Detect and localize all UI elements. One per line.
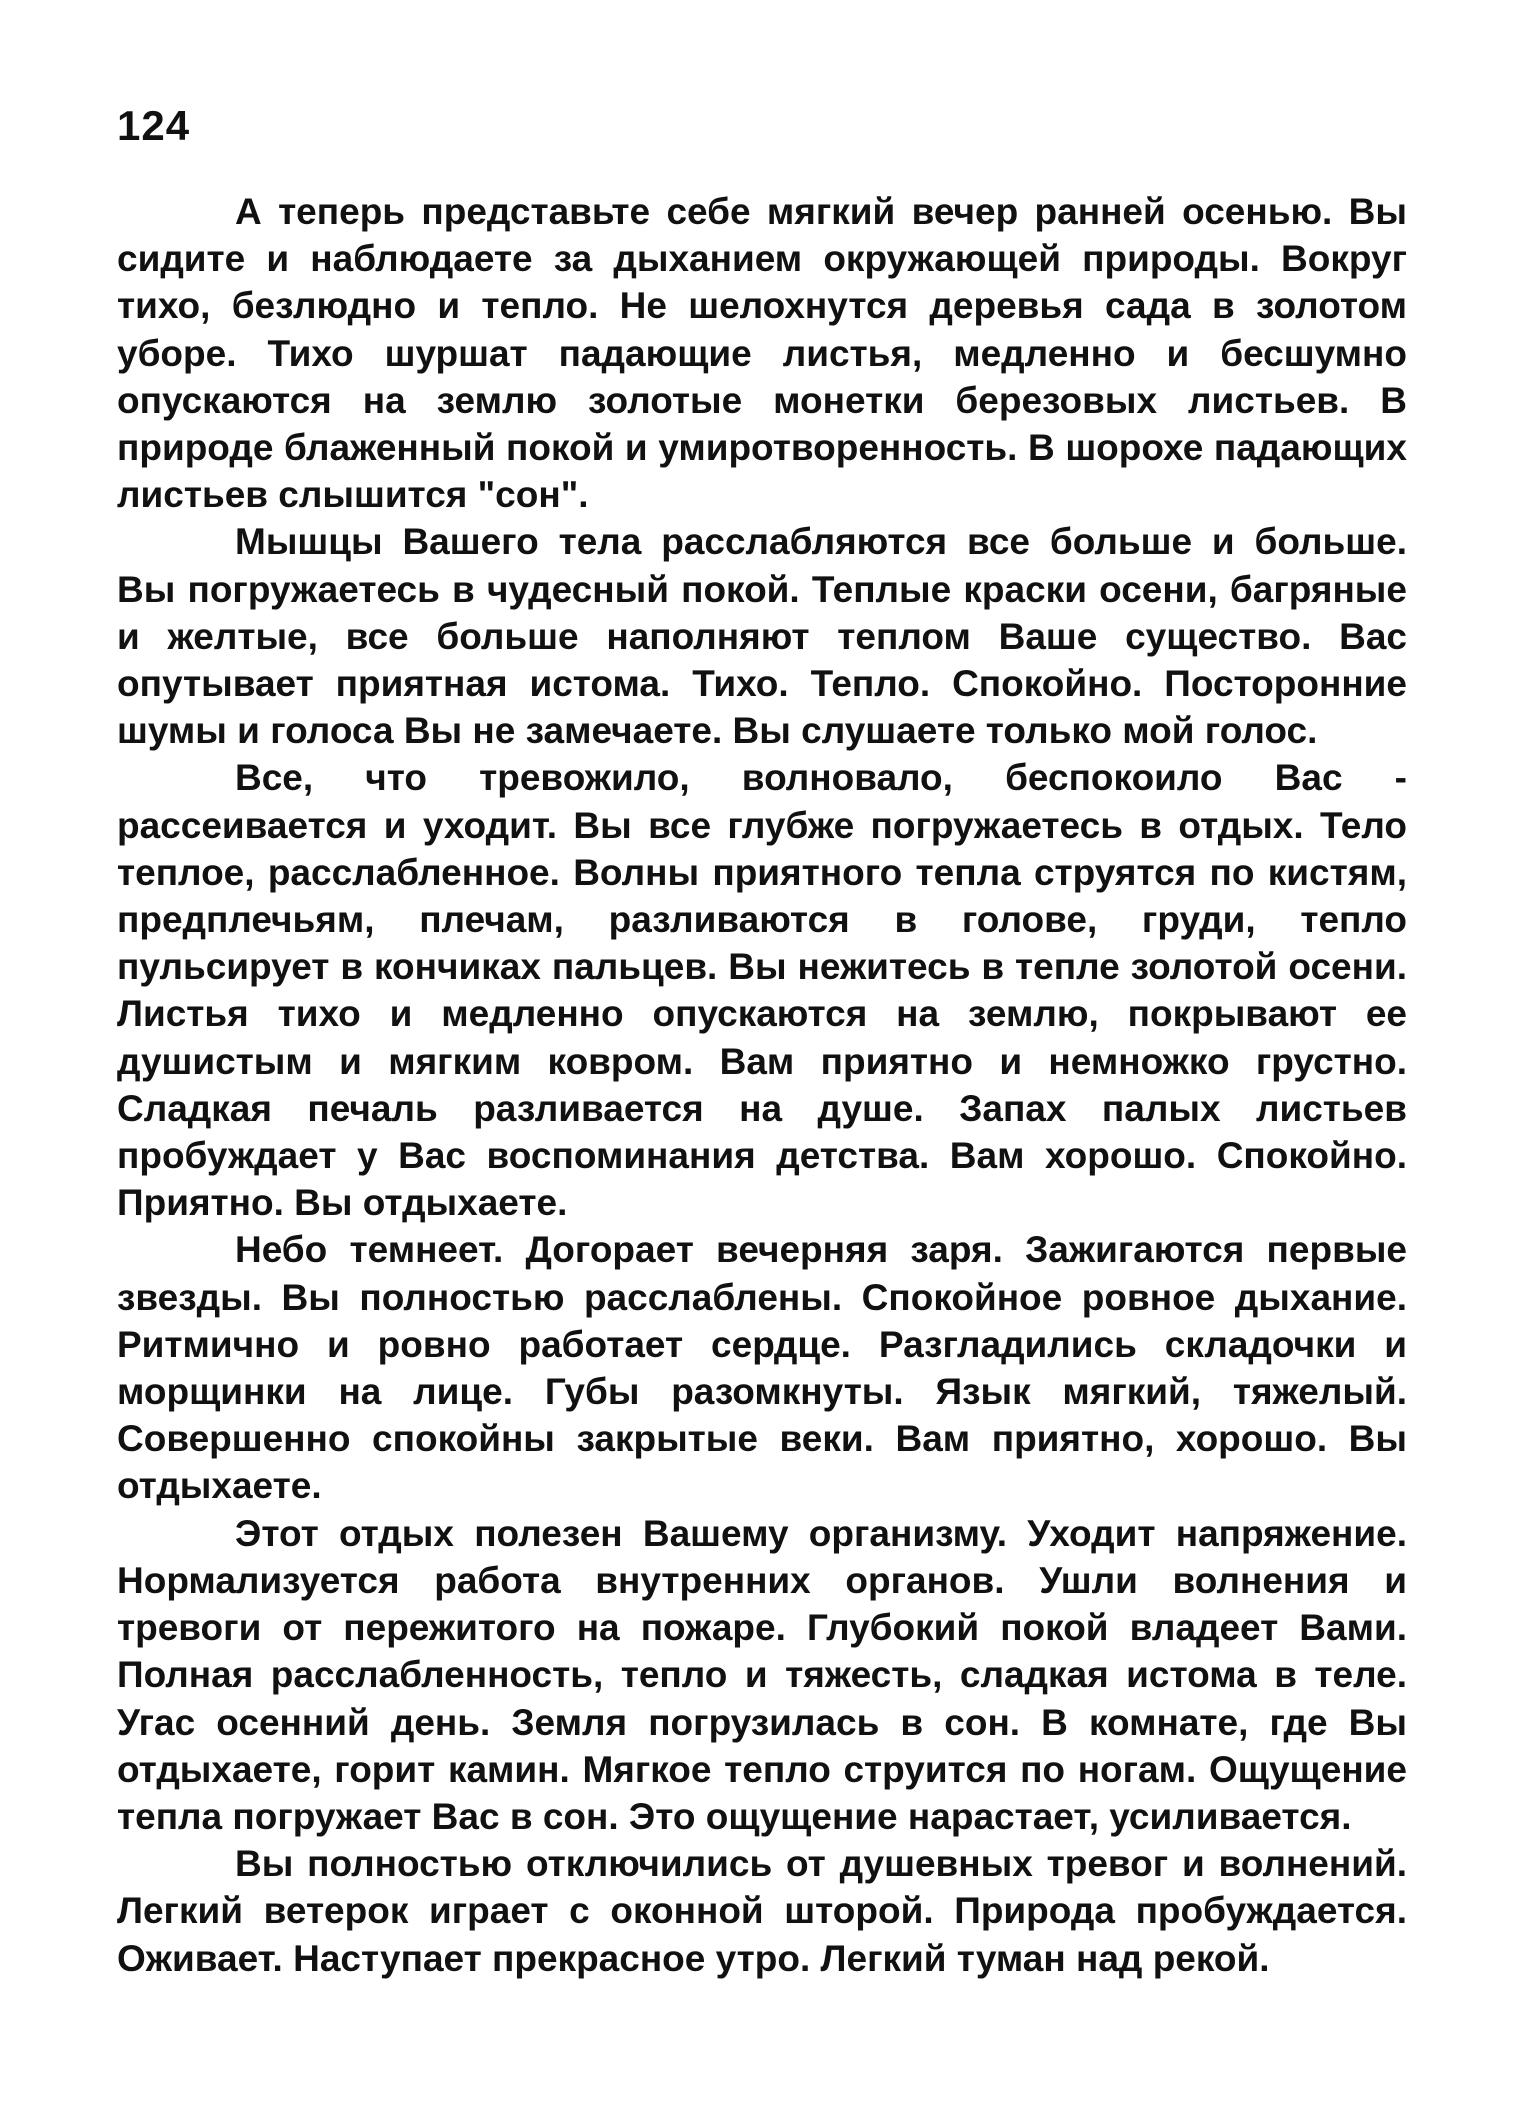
page-number: 124 <box>117 102 191 149</box>
body-text <box>117 188 1407 1982</box>
paragraph: Небо темнеет. Догорает вечерняя заря. Зажигаются первые звезды. Вы полностью расслаблены. Спокойное ровное дыхание. Ритмично и ровно работает сердце. Разгладились складочки и морщинки на лице. Губы разомкнуты. Язык мягкий, тяжелый. Совершенно спокойны закрытые веки. Вам приятно, хорошо. Вы отдыхаете. <box>117 1229 1407 1507</box>
paragraph: Все, что тревожило, волновало, беспокоило Вас - рассеивается и уходит. Вы все глубже погружаетесь в отдых. Тело теплое, расслабленное. Волны приятного тепла струятся по кистям, предплечьям, плечам, разливаются в голове, груди, тепло пульсирует в кончиках пальцев. Вы нежитесь в тепле золотой осени. Листья тихо и медленно опускаются на землю, покрывают ее душистым и мягким ковром. Вам приятно и немножко грустно. Сладкая печаль разливается на душе. Запах палых листьев пробуждает у Вас воспоминания детства. Вам хорошо. Спокойно. Приятно. Вы отдыхаете. <box>117 757 1407 1224</box>
paragraph: Мышцы Вашего тела расслабляются все больше и больше. Вы погружаетесь в чудесный покой. Теплые краски осени, багряные и желтые, все больше наполняют теплом Ваше существо. Вас опутывает приятная истома. Тихо. Тепло. Спокойно. Посторонние шумы и голоса Вы не замечаете. Вы слушаете только мой голос. <box>117 521 1407 752</box>
paragraph: Вы полностью отключились от душевных тревог и волнений. Легкий ветерок играет с оконной шторой. Природа пробуждается. Оживает. Наступает прекрасное утро. Легкий туман над рекой. <box>117 1843 1407 1979</box>
paragraph: Этот отдых полезен Вашему организму. Уходит напряжение. Нормализуется работа внутренних органов. Ушли волнения и тревоги от пережитого на пожаре. Глубокий покой владеет Вами. Полная расслабленность, тепло и тяжесть, сладкая истома в теле. Угас осенний день. Земля погрузилась в сон. В комнате, где Вы отдыхаете, горит камин. Мягкое тепло струится по ногам. Ощущение тепла погружает Вас в сон. Это ощущение нарастает, усиливается. <box>117 1512 1407 1837</box>
paragraph: А теперь представьте себе мягкий вечер ранней осенью. Вы сидите и наблюдаете за дыханием окружающей природы. Вокруг тихо, безлюдно и тепло. Не шелохнутся деревья сада в золотом уборе. Тихо шуршат падающие листья, медленно и бесшумно опускаются на землю золотые монетки березовых листьев. В природе блаженный покой и умиротворенность. В шорохе падающих листьев слышится "сон". <box>117 191 1407 516</box>
